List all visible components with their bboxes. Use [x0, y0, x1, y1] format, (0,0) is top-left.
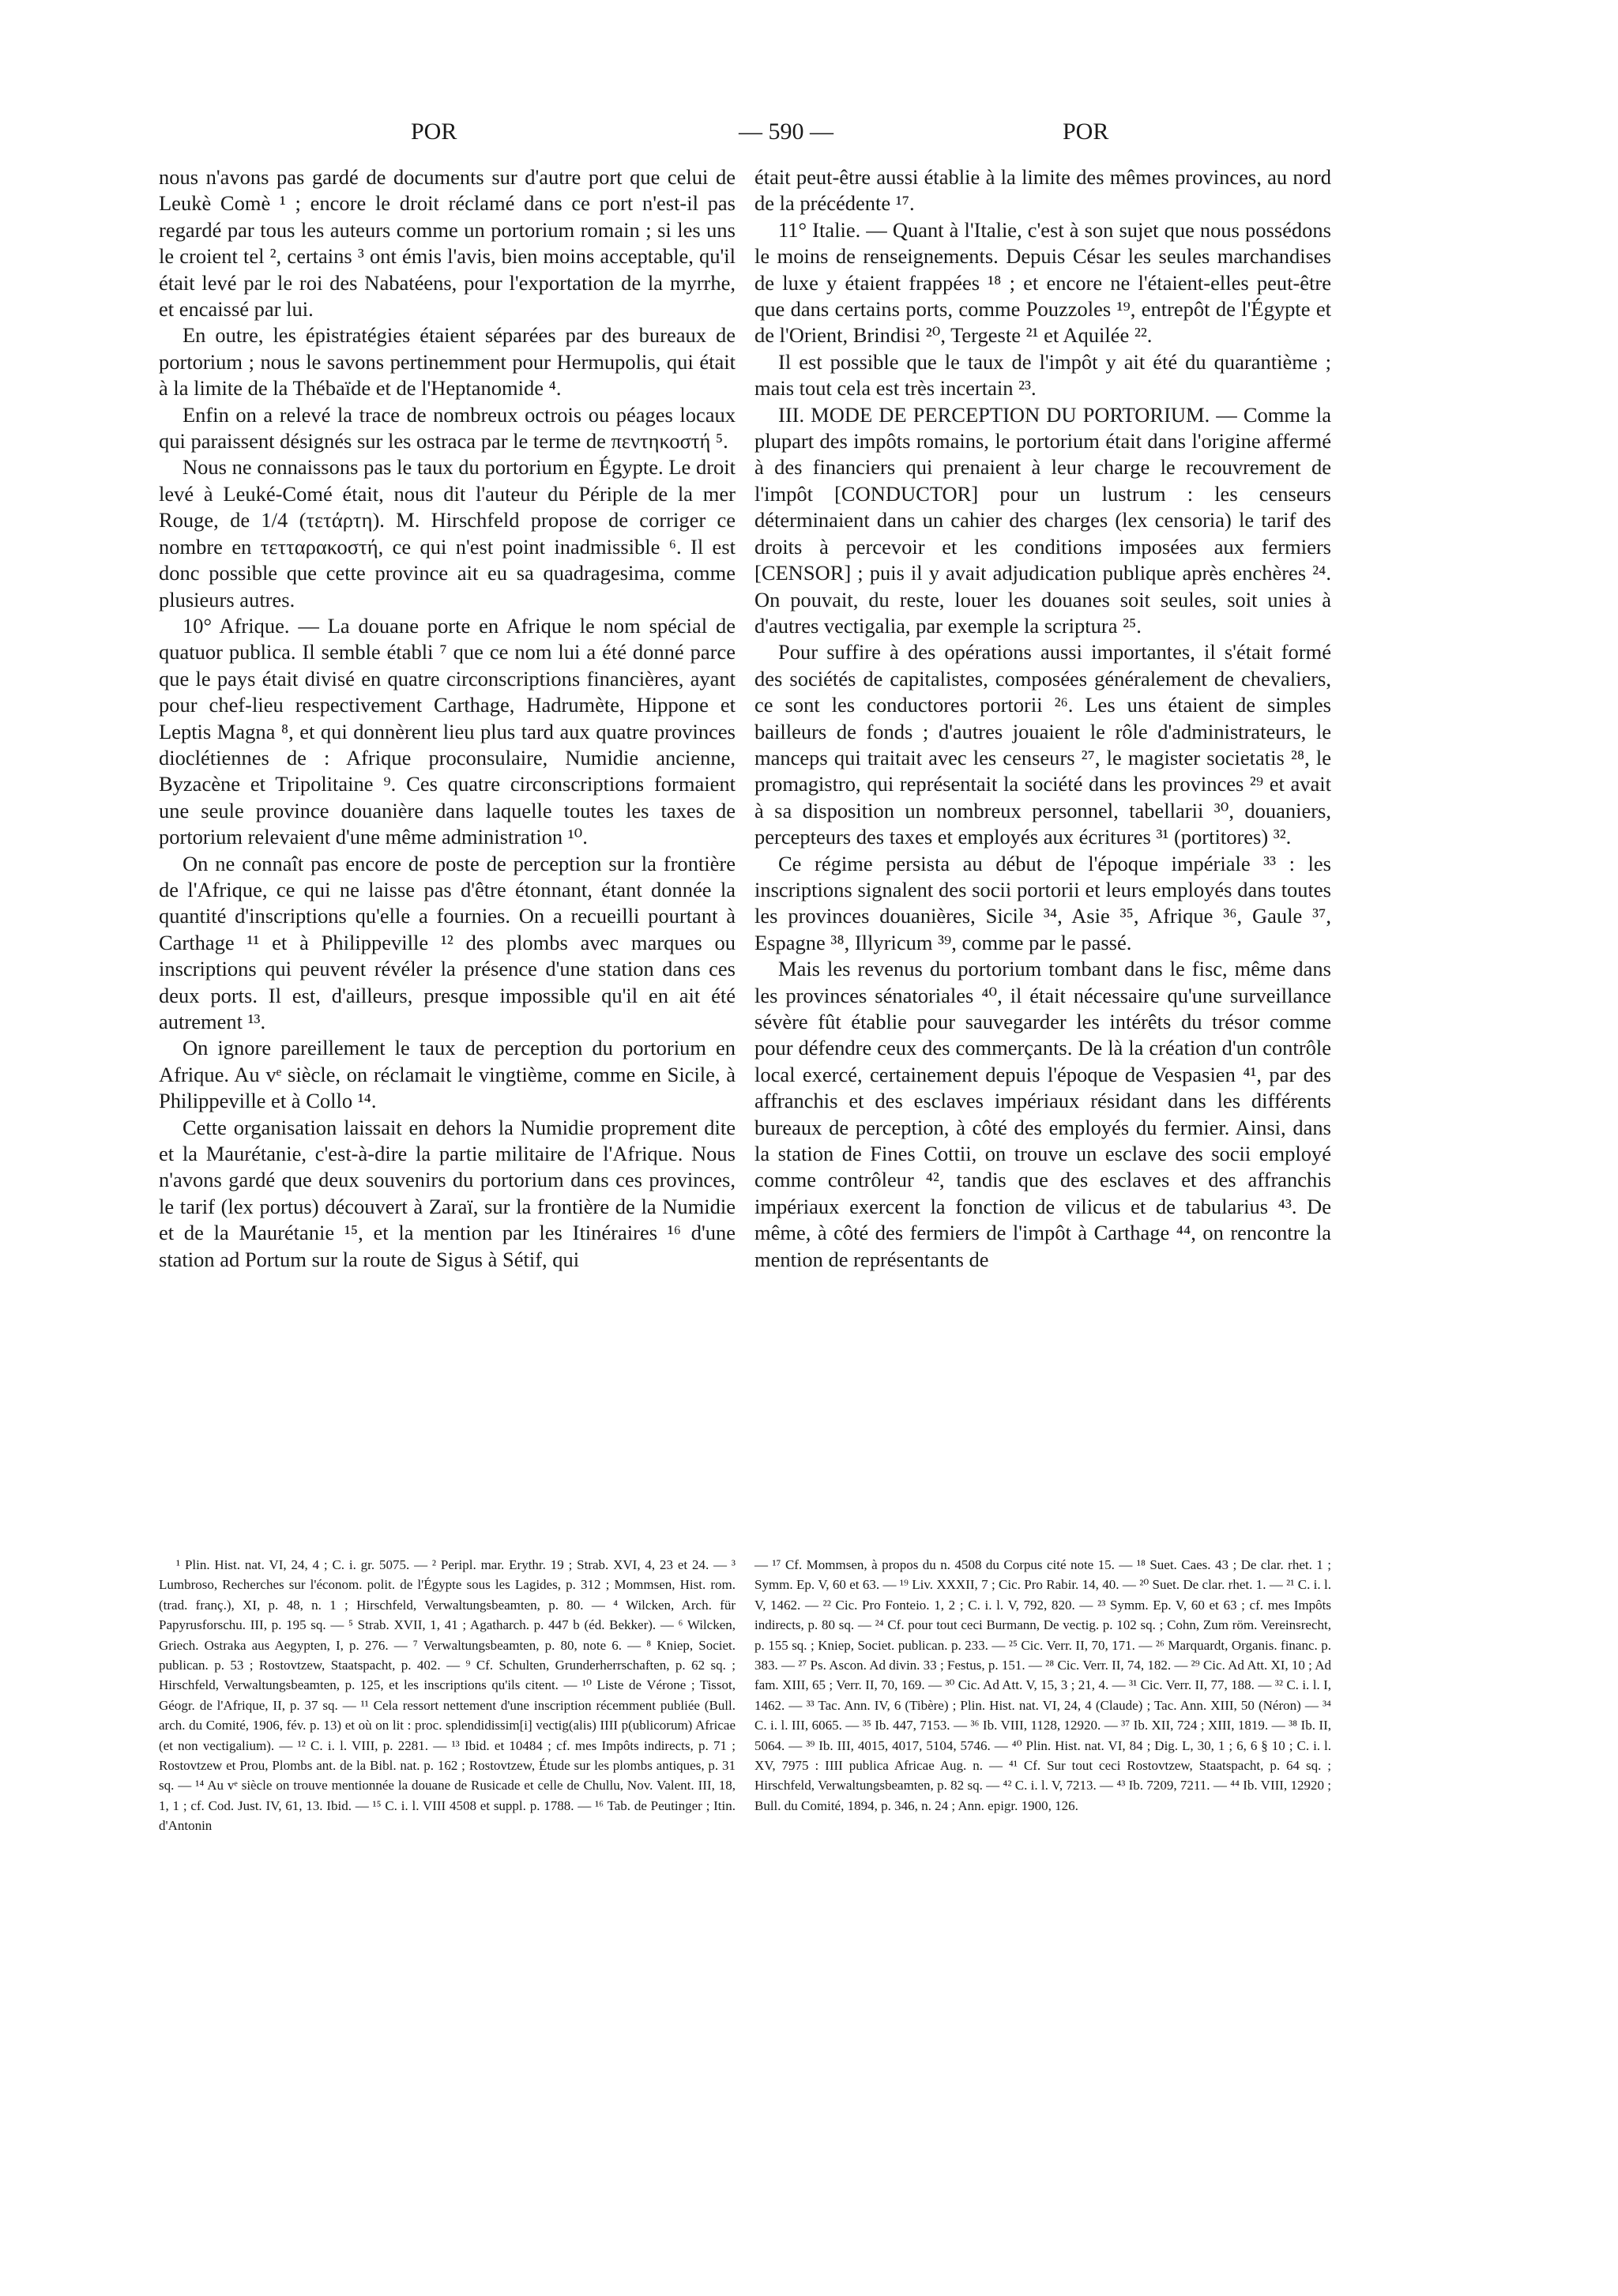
paragraph: On ne connaît pas encore de poste de perception sur la frontière de l'Afrique, ce qui ne laisse pas d'être étonnant, étant donnée la quantité d'inscriptions qu'elle a fournies. On a recueilli pourtant à Carthage ¹¹ et à Philippeville ¹² des plombs avec marques ou inscriptions qui peuvent révéler la présence d'une station dans ces deux ports. Il est, d'ailleurs, presque impossible qu'il en ait été autrement ¹³. — [159, 851, 736, 1033]
paragraph: Enfin on a relevé la trace de nombreux octrois ou péages locaux qui paraissent désignés sur les ostraca par le terme de πεντηκοστή ⁵. — [159, 402, 736, 454]
footnote-text: ¹ Plin. Hist. nat. VI, 24, 4 ; C. i. gr. 5075. — ² Peripl. mar. Erythr. 19 ; Strab. XVI, 4, 23 et 24. — ³ Lumbroso, Recherches sur l'économ. polit. de l'Égypte sous les Lagides, p. 312 ; Mommsen, Hist. rom. (trad. franç.), XI, p. 48, n. 1 ; Hirschfeld, Verwaltungsbeamten, p. 80. — ⁴ Wilcken, Arch. für Papyrusforschu. III, p. 195 sq. — ⁵ Strab. XVII, 1, 41 ; Agatharch. p. 447 b (éd. Bekker). — ⁶ Wilcken, Griech. Ostraka aus Aegypten, I, p. 276. — ⁷ Verwaltungsbeamten, p. 80, note 6. — ⁸ Kniep, Societ. publican. p. 53 ; Rostovtzew, Staatspacht, p. 402. — ⁹ Cf. Schulten, Grunderherrschaften, p. 62 sq. ; Hirschfeld, Verwaltungsbeamten, p. 125, et les inscriptions qu'ils citent. — ¹⁰ Liste de Vérone ; Tissot, Géogr. de l'Afrique, II, p. 37 sq. — ¹¹ Cela ressort nettement d'une inscription récemment publiée (Bull. arch. du Comité, 1906, fév. p. 13) et où on lit : proc. splendidissim[i] vectig(alis) IIII p(ublicorum) Africae (et non vectigalium). — ¹² C. i. l. VIII, p. 2281. — ¹³ Ibid. et 10484 ; cf. mes Impôts indirects, p. 71 ; Rostovtzew et Prou, Plombs ant. de la Bibl. nat. p. 162 ; Rostovtzew, Étude sur les plombs antiques, p. 31 sq. — ¹⁴ Au vᵉ siècle on trouve mentionnée la douane de Rusicade et celle de Chullu, Nov. Valent. III, 18, 1, 1 ; cf. Cod. Just. IV, 61, 13. Ibid. — ¹⁵ C. i. l. VIII 4508 et suppl. p. 1788. — ¹⁶ Tab. de Peutinger ; Itin. d'Antonin — [159, 1557, 736, 1834]
left-column — [159, 164, 736, 1273]
right-column — [754, 164, 1331, 1273]
paragraph: Cette organisation laissait en dehors la Numidie proprement dite et la Maurétanie, c'est-à-dire la partie militaire de l'Afrique. Nous n'avons gardé que deux souvenirs du portorium dans ces provinces, le tarif (lex portus) découvert à Zaraï, sur la frontière de la Numidie et de la Maurétanie ¹⁵, et la mention par les Itinéraires ¹⁶ d'une station ad Portum sur la route de Sigus à Sétif, qui — [159, 1115, 736, 1271]
paragraph: 11° Italie. — Quant à l'Italie, c'est à son sujet que nous possédons le moins de renseignements. Depuis César les seules marchandises de luxe y étaient frappées ¹⁸ ; et encore ne l'étaient-elles peut-être que dans certains ports, comme Pouzzoles ¹⁹, entrepôt de l'Égypte et de l'Orient, Brindisi ²⁰, Tergeste ²¹ et Aquilée ²². — [754, 217, 1331, 348]
paragraph: 10° Afrique. — La douane porte en Afrique le nom spécial de quatuor publica. Il semble établi ⁷ que ce nom lui a été donné parce que le pays était divisé en quatre circonscriptions financières, ayant pour chef-lieu respectivement Carthage, Hadrumète, Hippone et Leptis Magna ⁸, et qui donnèrent lieu plus tard aux quatre provinces dioclétiennes de : Afrique proconsulaire, Numidie ancienne, Byzacène et Tripolitaine ⁹. Ces quatre circonscriptions formaient une seule province douanière dans laquelle toutes les taxes de portorium relevaient d'une même administration ¹⁰. — [159, 613, 736, 849]
paragraph: On ignore pareillement le taux de perception du portorium en Afrique. Au vᵉ siècle, on réclamait le vingtième, comme en Sicile, à Philippeville et à Collo ¹⁴. — [159, 1036, 736, 1113]
paragraph: III. MODE DE PERCEPTION DU PORTORIUM. — Comme la plupart des impôts romains, le portorium était dans l'origine affermé à des financiers qui prenaient à leur charge le recouvrement de l'impôt [CONDUCTOR] pour un lustrum : les censeurs déterminaient dans un cahier des charges (lex censoria) le tarif des droits à percevoir et les conditions imposées aux fermiers [CENSOR] ; puis il y avait adjudication publique après enchères ²⁴. On pouvait, du reste, louer les douanes soit seules, soit unies à d'autres vectigalia, par exemple la scriptura ²⁵. — [754, 402, 1331, 638]
paragraph: Il est possible que le taux de l'impôt y ait été du quarantième ; mais tout cela est très incertain ²³. — [754, 349, 1331, 401]
footnotes-right — [754, 1555, 1331, 1816]
paragraph: Nous ne connaissons pas le taux du portorium en Égypte. Le droit levé à Leuké-Comé était, nous dit l'auteur du Périple de la mer Rouge, de 1/4 (τετάρτη). M. Hirschfeld propose de corriger ce nombre en τετταρακοστή, ce qui n'est point inadmissible ⁶. Il est donc possible que cette province ait eu sa quadragesima, comme plusieurs autres. — [159, 455, 736, 612]
paragraph: Mais les revenus du portorium tombant dans le fisc, même dans les provinces sénatoriales ⁴⁰, il était nécessaire qu'une surveillance sévère fût établie pour sauvegarder les intérêts du trésor comme pour défendre ceux des commerçants. De là la création d'un contrôle local exercé, certainement depuis l'époque de Vespasien ⁴¹, par des affranchis et des esclaves impériaux résidant dans les différents bureaux de perception, à côté des employés du fermier. Ainsi, dans la station de Fines Cottii, on trouve un esclave des socii employé comme contrôleur ⁴², tandis que des esclaves et des affranchis impériaux exercent la fonction de vilicus et de tabularius ⁴³. De même, à côté des fermiers de l'impôt à Carthage ⁴⁴, on rencontre la mention de représentants de — [754, 957, 1331, 1271]
paragraph: nous n'avons pas gardé de documents sur d'autre port que celui de Leukè Comè ¹ ; encore le droit réclamé dans ce port n'est-il pas regardé par tous les auteurs comme un portorium romain ; si les uns le croient tel ², certains ³ ont émis l'avis, bien moins acceptable, qu'il était levé par le roi des Nabatéens, pour l'exportation de la myrrhe, et encaissé par lui. — [159, 165, 736, 322]
page-number: — 590 — — [739, 119, 833, 145]
paragraph: Ce régime persista au début de l'époque impériale ³³ : les inscriptions signalent des socii portorii et leurs employés dans toutes les provinces douanières, Sicile ³⁴, Asie ³⁵, Afrique ³⁶, Gaule ³⁷, Espagne ³⁸, Illyricum ³⁹, comme par le passé. — [754, 851, 1331, 954]
paragraph: En outre, les épistratégies étaient séparées par des bureaux de portorium ; nous le savons pertinemment pour Hermupolis, qui était à la limite de la Thébaïde et de l'Heptanomide ⁴. — [159, 323, 736, 401]
header-left: POR — [411, 119, 457, 145]
footnote-text: — ¹⁷ Cf. Mommsen, à propos du n. 4508 du Corpus cité note 15. — ¹⁸ Suet. Caes. 43 ; De clar. rhet. 1 ; Symm. Ep. V, 60 et 63. — ¹⁹ Liv. XXXII, 7 ; Cic. Pro Rabir. 14, 40. — ²⁰ Suet. De clar. rhet. 1. — ²¹ C. i. l. V, 1462. — ²² Cic. Pro Fonteio. 1, 2 ; C. i. l. V, 792, 820. — ²³ Symm. Ep. V, 60 et 63 ; cf. mes Impôts indirects, p. 80 sq. — ²⁴ Cf. pour tout ceci Burmann, De vectig. p. 102 sq. ; Cohn, Zum röm. Vereinsrecht, p. 155 sq. ; Kniep, Societ. publican. p. 233. — ²⁵ Cic. Verr. II, 70, 171. — ²⁶ Marquardt, Organis. financ. p. 383. — ²⁷ Ps. Ascon. Ad divin. 33 ; Festus, p. 151. — ²⁸ Cic. Verr. II, 74, 182. — ²⁹ Cic. Ad Att. XI, 10 ; Ad fam. XIII, 65 ; Verr. II, 70, 169. — ³⁰ Cic. Ad Att. V, 15, 3 ; 21, 4. — ³¹ Cic. Verr. II, 77, 188. — ³² C. i. l. I, 1462. — ³³ Tac. Ann. IV, 6 (Tibère) ; Plin. Hist. nat. VI, 24, 4 (Claude) ; Tac. Ann. XIII, 50 (Néron) — ³⁴ C. i. l. III, 6065. — ³⁵ Ib. 447, 7153. — ³⁶ Ib. VIII, 1128, 12920. — ³⁷ Ib. XII, 724 ; XIII, 1819. — ³⁸ Ib. II, 5064. — ³⁹ Ib. III, 4015, 4017, 5104, 5746. — ⁴⁰ Plin. Hist. nat. VI, 84 ; Dig. L, 30, 1 ; 6, 6 § 10 ; C. i. l. XV, 7975 : IIII publica Africae Aug. n. — ⁴¹ Cf. Sur tout ceci Rostovtzew, Staatspacht, p. 64 sq. ; Hirschfeld, Verwaltungsbeamten, p. 82 sq. — ⁴² C. i. l. V, 7213. — ⁴³ Ib. 7209, 7211. — ⁴⁴ Ib. VIII, 12920 ; Bull. du Comité, 1894, p. 346, n. 24 ; Ann. epigr. 1900, 126. — [754, 1557, 1331, 1813]
footnotes-left — [159, 1555, 736, 1836]
paragraph: Pour suffire à des opérations aussi importantes, il s'était formé des sociétés de capitalistes, composées généralement de chevaliers, ce sont les conductores portorii ²⁶. Les uns étaient de simples bailleurs de fonds ; d'autres jouaient le rôle d'administrateurs, le manceps qui traitait avec les censeurs ²⁷, le magister societatis ²⁸, le promagistro, qui représentait la société dans les provinces ²⁹ et avait à sa disposition un nombreux personnel, tabellarii ³⁰, douaniers, percepteurs des taxes et employés aux écritures ³¹ (portitores) ³². — [754, 640, 1331, 849]
paragraph: était peut-être aussi établie à la limite des mêmes provinces, au nord de la précédente ¹⁷. — [754, 165, 1331, 216]
running-header — [0, 119, 1618, 158]
header-right: POR — [1063, 119, 1109, 145]
